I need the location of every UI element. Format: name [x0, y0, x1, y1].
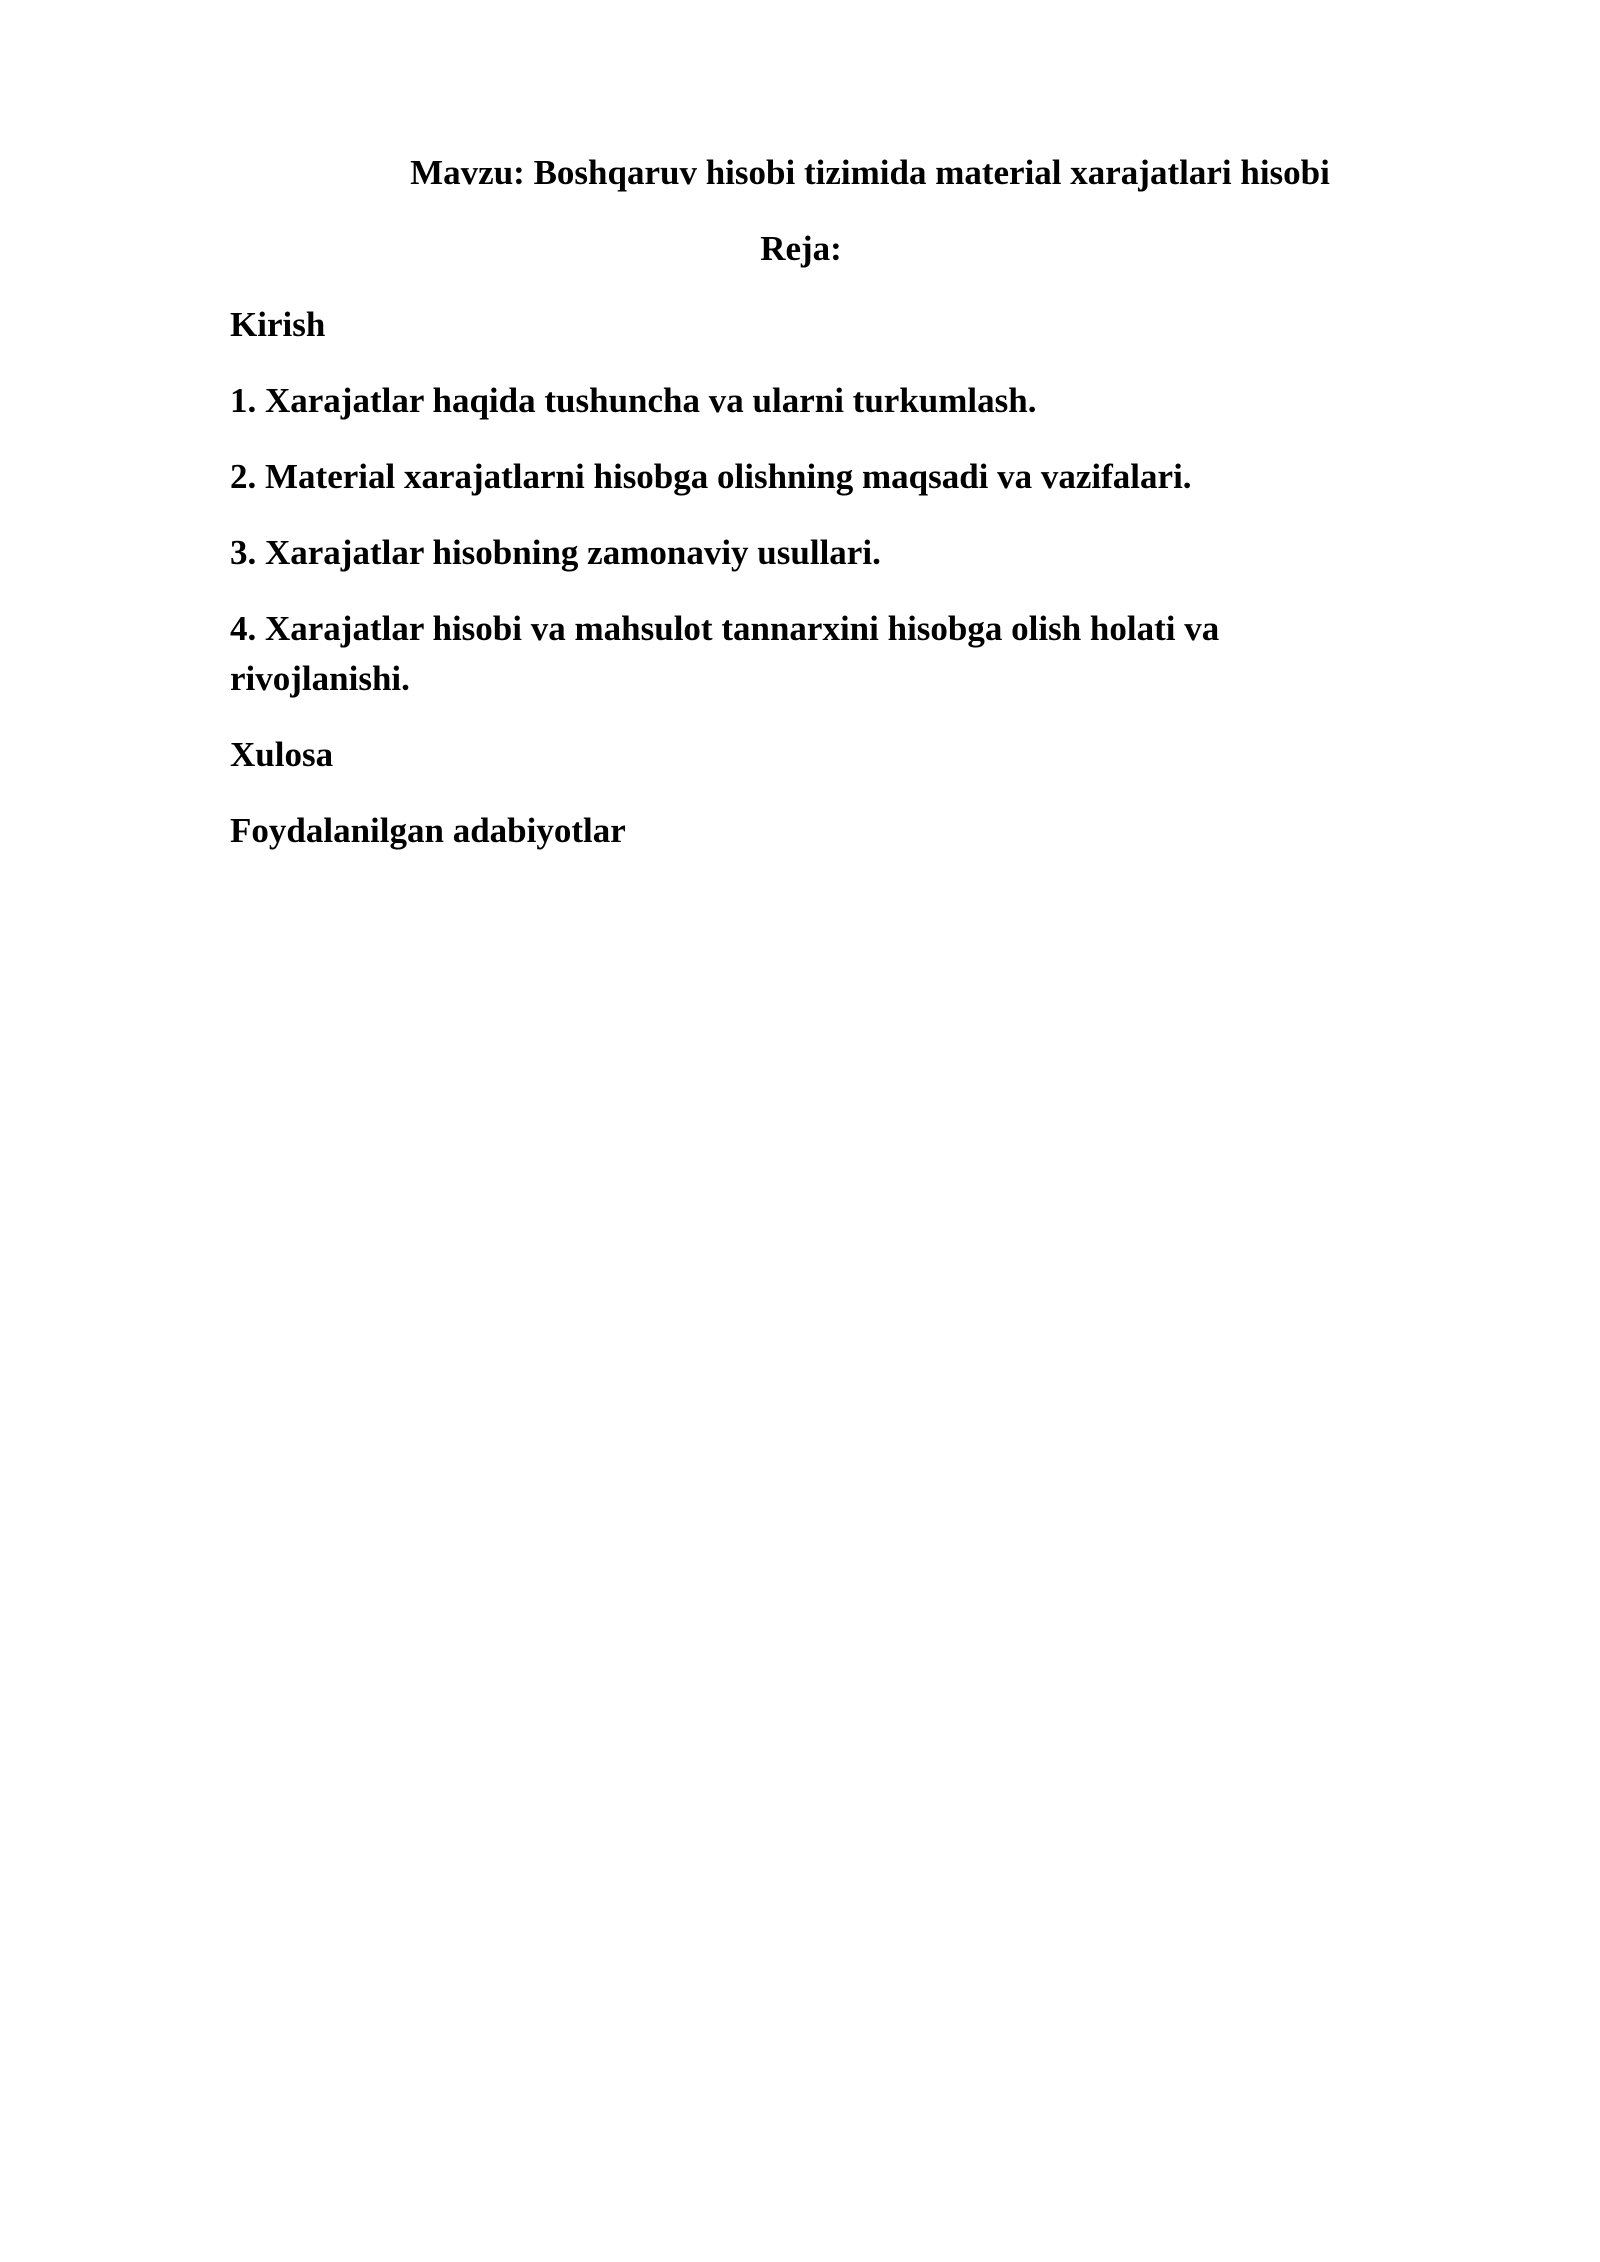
plan-list: [230, 300, 1372, 856]
plan-item-references: Foydalanilgan adabiyotlar: [230, 811, 626, 850]
plan-item-introduction: Kirish: [230, 305, 326, 344]
plan-item-1: 1. Xarajatlar haqida tushuncha va ularni turkumlash.: [230, 381, 1037, 420]
plan-item-2: 2. Material xarajatlarni hisobga olishning maqsadi va vazifalari.: [230, 457, 1192, 496]
plan-item-conclusion: Xulosa: [230, 735, 334, 774]
plan-item-4: 4. Xarajatlar hisobi va mahsulot tannarxini hisobga olish holati va rivojlanishi.: [230, 609, 1220, 698]
plan-heading: Reja:: [760, 229, 842, 268]
plan-item-3: 3. Xarajatlar hisobning zamonaviy usullari.: [230, 533, 881, 572]
document-content: [230, 148, 1372, 856]
document-title: Mavzu: Boshqaruv hisobi tizimida material xarajatlari hisobi: [410, 153, 1330, 192]
